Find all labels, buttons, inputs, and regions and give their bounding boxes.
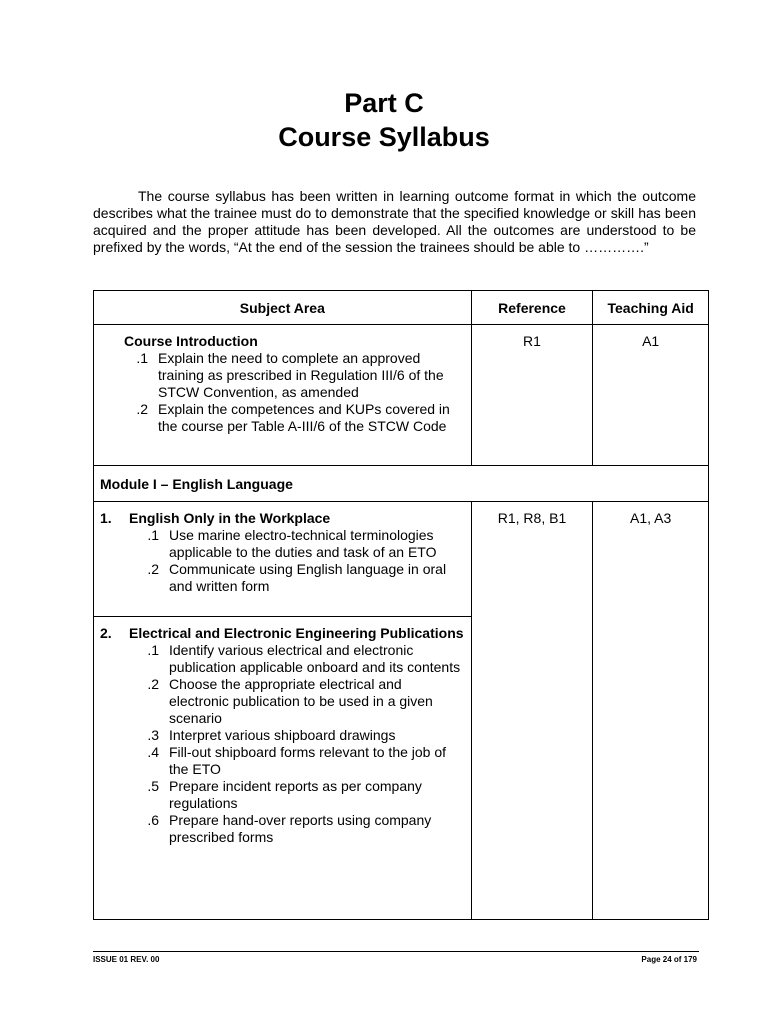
module-row (94, 466, 709, 502)
footer-page-number: Page 24 of 179 (641, 955, 697, 964)
teaching-aid-cell: A1 (593, 325, 709, 466)
list-item: .2 Choose the appropriate electrical and electronic publication to be used in a given scenario (147, 676, 433, 726)
section-heading: 1. English Only in the Workplace (100, 510, 331, 526)
list-item: .1 Identify various electrical and electronic publication applicable onboard and its contents (147, 642, 461, 675)
section-heading: Course Introduction (124, 333, 258, 349)
list-item: .1 Use marine electro-technical terminologies applicable to the duties and task of an ETO (147, 527, 437, 560)
table-row (94, 325, 709, 466)
intro-paragraph: The course syllabus has been written in learning outcome format in which the outcome describes what the trainee must do to demonstrate that the specified knowledge or skill has been acquired and the proper attitude has been developed. All the outcomes are understood to be prefixed by the words, “At the end of the session the trainees should be able to ………….” (93, 188, 696, 255)
list-item: .2 Explain the competences and KUPs covered in the course per Table A-III/6 of the STCW Code (136, 401, 450, 434)
list-item: .1 Explain the need to complete an approved training as prescribed in Regulation III/6 of the STCW Convention, as amended (136, 350, 444, 400)
list-item: .4 Fill-out shipboard forms relevant to the job of the ETO (147, 744, 447, 777)
module-heading: Module I – English Language (94, 466, 709, 502)
reference-cell: R1, R8, B1 (471, 502, 593, 920)
reference-cell: R1 (471, 325, 593, 466)
table-row (94, 502, 709, 617)
list-item: .3 Interpret various shipboard drawings (147, 727, 396, 743)
table-header-row (94, 291, 709, 325)
section-2-cell (94, 617, 472, 920)
header-teaching-aid: Teaching Aid (593, 291, 709, 325)
course-introduction-cell (94, 325, 472, 466)
teaching-aid-cell: A1, A3 (593, 502, 709, 920)
page-title: Course Syllabus (278, 122, 490, 152)
header-subject-area: Subject Area (94, 291, 472, 325)
section-heading: 2. Electrical and Electronic Engineering Publications (100, 625, 464, 641)
footer-divider (93, 951, 699, 952)
section-1-cell (94, 502, 472, 617)
footer-issue: ISSUE 01 REV. 00 (93, 955, 160, 964)
list-item: .5 Prepare incident reports as per company regulations (147, 778, 422, 811)
list-item: .2 Communicate using English language in oral and written form (147, 561, 447, 594)
list-item: .6 Prepare hand-over reports using company prescribed forms (147, 812, 432, 845)
syllabus-table (93, 290, 709, 920)
header-reference: Reference (471, 291, 593, 325)
page-title-part: Part C (344, 88, 424, 118)
